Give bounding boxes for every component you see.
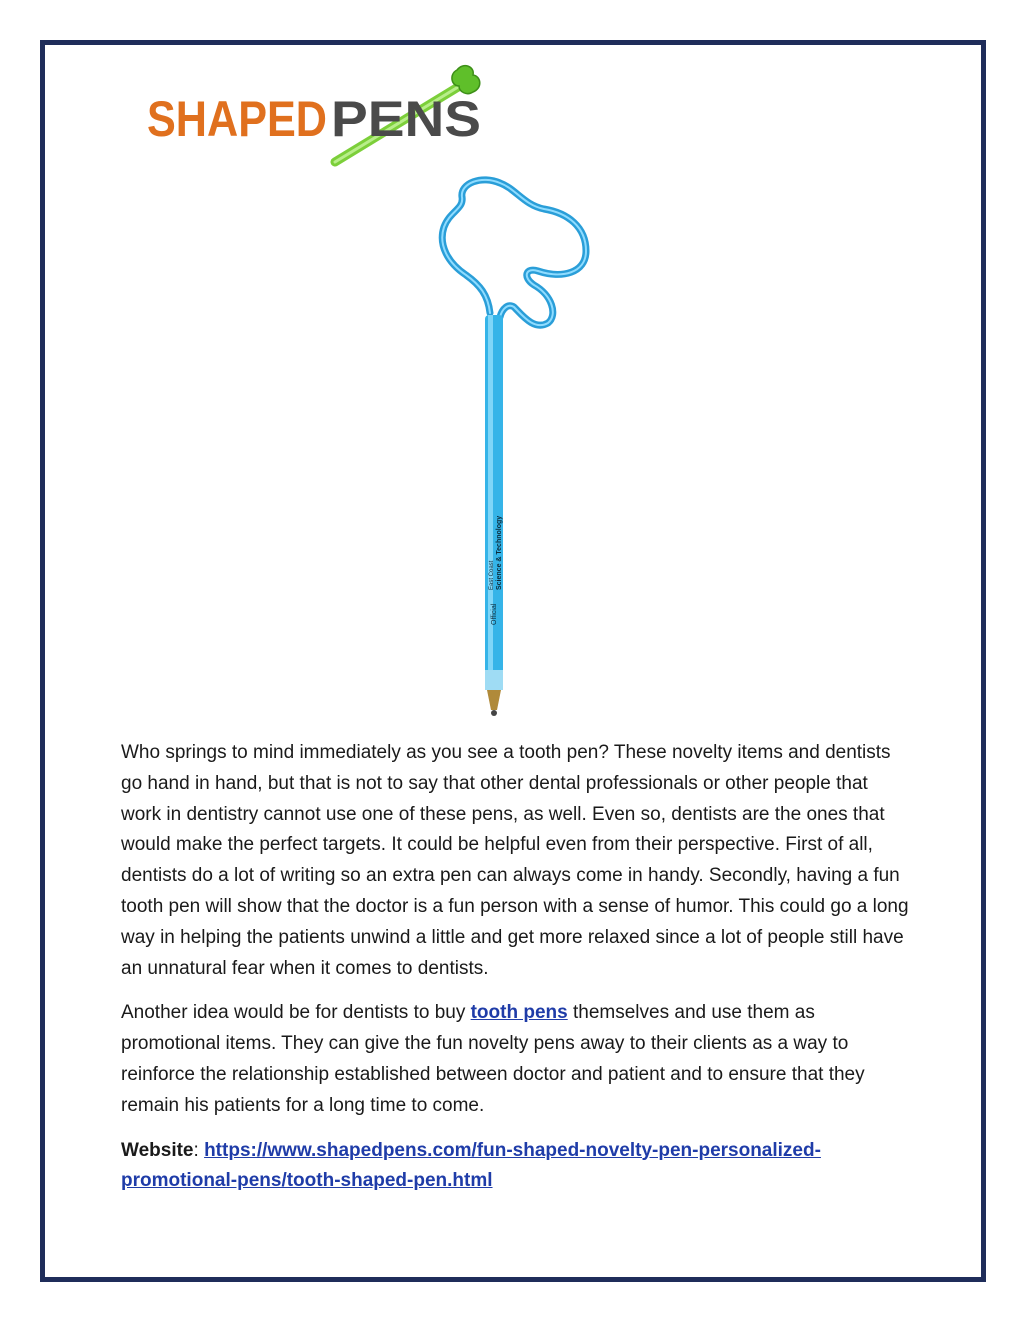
- tooth-pen-image: [430, 175, 600, 725]
- pen-barrel: [485, 315, 503, 685]
- website-colon: :: [193, 1139, 205, 1161]
- logo-text-pens: PENS: [331, 91, 481, 147]
- article-body: [121, 738, 911, 1211]
- pen-imprint-line1: East Coast: [489, 560, 495, 590]
- paragraph-2-start: Another idea would be for dentists to buy: [121, 1002, 471, 1024]
- logo-text-shaped: SHAPED: [147, 91, 327, 147]
- paragraph-1: Who springs to mind immediately as you see a tooth pen? These novelty items and dentists go hand in hand, but that is not to say that other dental professionals or other people that work in dentistry cannot use one of these pens, as well. Even so, dentists are the ones that would make the perfect targets. It could be helpful even from their perspective. First of all, dentists do a lot of writing so an extra pen can always come in handy. Secondly, having a fun tooth pen will show that the doctor is a fun person with a sense of humor. This could go a long way in helping the patients unwind a little and get more relaxed since a lot of people still have an unnatural fear when it comes to dentists.: [121, 742, 909, 979]
- website-label: Website: [121, 1139, 194, 1161]
- website-url-link[interactable]: https://www.shapedpens.com/fun-shaped-novelty-pen-personalized-promotional-pens/tooth-shaped-pen.html: [121, 1139, 821, 1192]
- tooth-pens-link[interactable]: tooth pens: [470, 1002, 568, 1024]
- paragraph-2: [121, 998, 911, 1121]
- paragraph-2-end: themselves and use them as promotional items. They can give the fun novelty pens away to their clients as a way to reinforce the relationship established between doctor and patient and to ensure that they remain his patients for a long time to come.: [121, 1002, 865, 1116]
- pen-imprint-line3: Official: [491, 603, 498, 625]
- tooth-shape-icon: [442, 180, 586, 325]
- website-line: [121, 1136, 911, 1198]
- pen-imprint-line2: Science & Technology: [496, 515, 503, 590]
- shapedpens-logo: [145, 62, 505, 174]
